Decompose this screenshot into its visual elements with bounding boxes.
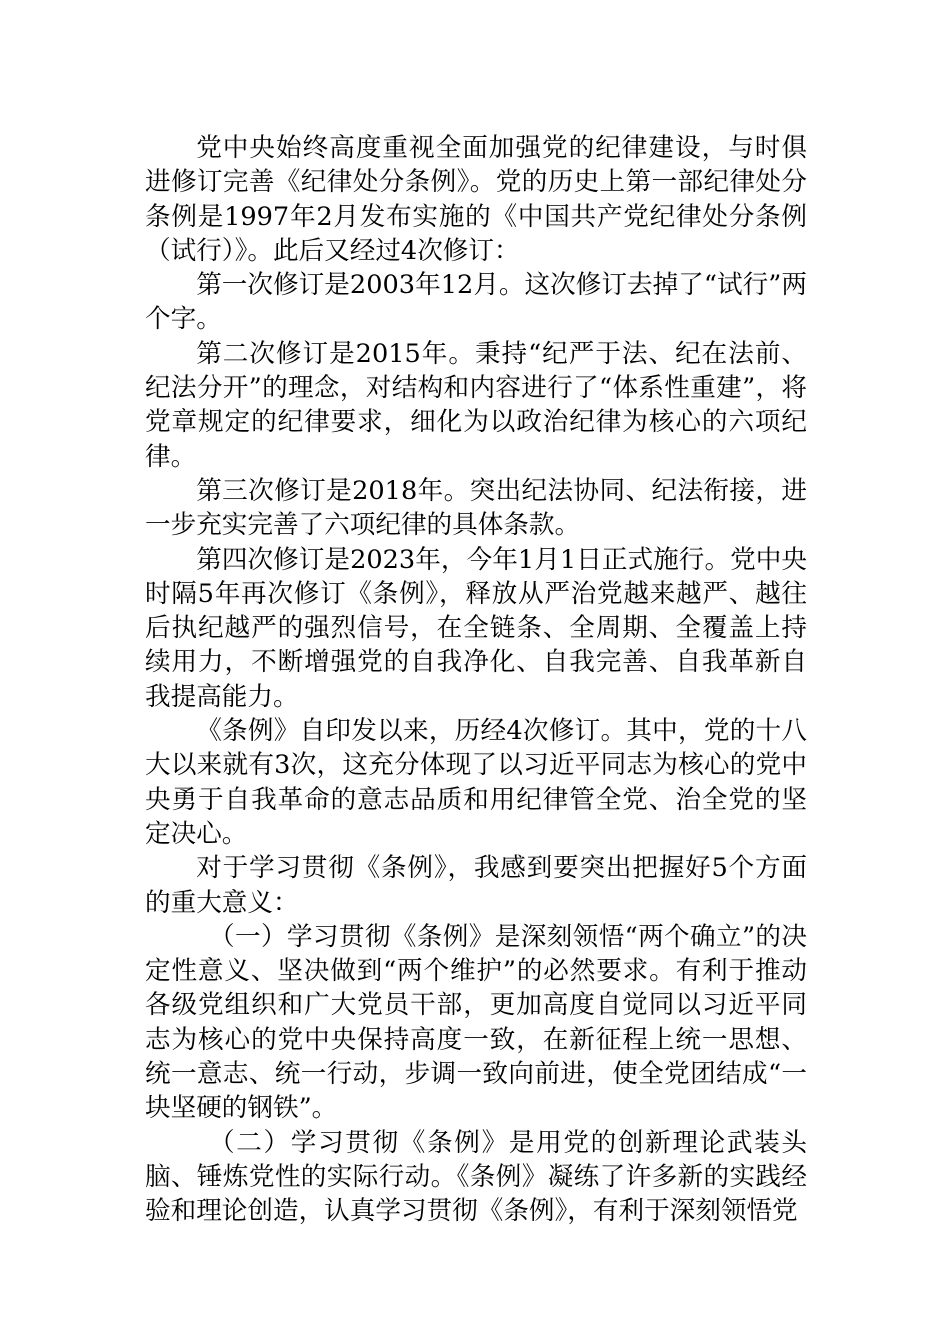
paragraph-revision-summary: 《条例》自印发以来，历经4次修订。其中，党的十八大以来就有3次，这充分体现了以习近平同志为核心的党中央勇于自我革命的意志品质和用纪律管全党、治全党的坚定决心。 xyxy=(145,716,807,849)
paragraph-significance-intro: 对于学习贯彻《条例》，我感到要突出把握好5个方面的重大意义： xyxy=(145,853,807,918)
document-body xyxy=(145,131,807,1229)
paragraph-intro: 党中央始终高度重视全面加强党的纪律建设，与时俱进修订完善《纪律处分条例》。党的历史上第一部纪律处分条例是1997年2月发布实施的《中国共产党纪律处分条例（试行）》。此后又经过4次修订： xyxy=(145,133,807,266)
paragraph-fourth-revision: 第四次修订是2023年，今年1月1日正式施行。党中央时隔5年再次修订《条例》，释放从严治党越来越严、越往后执纪越严的强烈信号，在全链条、全周期、全覆盖上持续用力，不断增强党的自我净化、自我完善、自我革新自我提高能力。 xyxy=(145,544,807,712)
paragraph-third-revision: 第三次修订是2018年。突出纪法协同、纪法衔接，进一步充实完善了六项纪律的具体条款。 xyxy=(145,475,807,541)
paragraph-second-revision: 第二次修订是2015年。秉持“纪严于法、纪在法前、纪法分开”的理念，对结构和内容进行了“体系性重建”，将党章规定的纪律要求，细化为以政治纪律为核心的六项纪律。 xyxy=(145,338,807,472)
paragraph-first-revision: 第一次修订是2003年12月。这次修订去掉了“试行”两个字。 xyxy=(145,270,807,335)
paragraph-point-one: （一）学习贯彻《条例》是深刻领悟“两个确立”的决定性意义、坚决做到“两个维护”的必然要求。有利于推动各级党组织和广大党员干部，更加高度自觉同以习近平同志为核心的党中央保持高度一致，在新征程上统一思想、统一意志、统一行动，步调一致向前进，使全党团结成“一块坚硬的钢铁”。 xyxy=(145,921,807,1124)
paragraph-point-two: （二）学习贯彻《条例》是用党的创新理论武装头脑、锤炼党性的实际行动。《条例》凝练了许多新的实践经验和理论创造，认真学习贯彻《条例》，有利于深刻领悟党 xyxy=(145,1127,807,1227)
